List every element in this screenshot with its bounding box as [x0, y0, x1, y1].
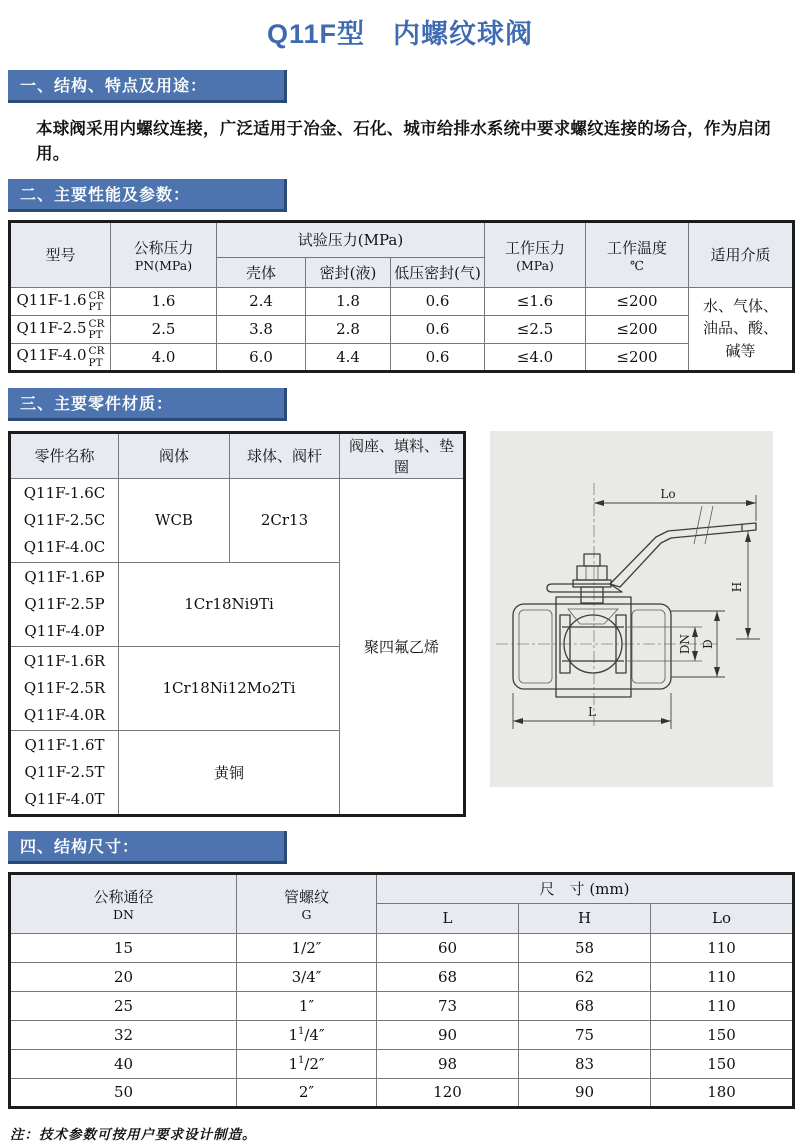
- lo-cell: 180: [651, 1078, 794, 1107]
- ball-material-cell: 2Cr13: [230, 478, 340, 562]
- seal-cell: 1.8: [306, 287, 391, 315]
- h-cell: 90: [519, 1078, 651, 1107]
- model-suffix: CR PT: [88, 317, 105, 341]
- model-list-cell: Q11F-1.6R Q11F-2.5R Q11F-4.0R: [10, 646, 119, 730]
- perf-header-test-pressure: 试验压力(MPa): [217, 221, 485, 257]
- h-cell: 68: [519, 991, 651, 1020]
- l-cell: 90: [377, 1020, 519, 1049]
- thread-cell: 1″: [237, 991, 377, 1020]
- lo-cell: 110: [651, 962, 794, 991]
- lo-cell: 110: [651, 991, 794, 1020]
- material-cell: 1Cr18Ni12Mo2Ti: [119, 646, 340, 730]
- dimension-label-h: H: [730, 581, 744, 592]
- performance-table: [8, 220, 795, 373]
- dn-cell: 40: [10, 1049, 237, 1078]
- h-cell: 58: [519, 933, 651, 962]
- dims-header-size: 尺 寸 (mm): [377, 873, 794, 903]
- dn-cell: 15: [10, 933, 237, 962]
- perf-header-work-temp: 工作温度 ℃: [586, 221, 689, 287]
- shell-cell: 2.4: [217, 287, 306, 315]
- table-row: [10, 962, 794, 991]
- work-pressure-cell: ≤4.0: [485, 343, 586, 371]
- perf-header-work-pressure: 工作压力 (MPa): [485, 221, 586, 287]
- perf-header-seal-gas: 低压密封(气): [391, 257, 485, 287]
- table-row: [10, 315, 794, 343]
- thread-cell: 3/4″: [237, 962, 377, 991]
- h-cell: 62: [519, 962, 651, 991]
- model-suffix: CR PT: [88, 289, 105, 313]
- l-cell: 60: [377, 933, 519, 962]
- thread-cell: 1/2″: [237, 933, 377, 962]
- material-cell: 1Cr18Ni9Ti: [119, 562, 340, 646]
- dims-header-lo: Lo: [651, 903, 794, 933]
- dimension-label-lo: Lo: [660, 486, 676, 501]
- section-heading-2: 二、主要性能及参数：: [8, 179, 287, 212]
- section-heading-4: 四、结构尺寸：: [8, 831, 287, 864]
- lo-cell: 150: [651, 1020, 794, 1049]
- section-heading-1: 一、结构、特点及用途：: [8, 70, 287, 103]
- dimension-label-d: D: [701, 638, 715, 649]
- table-row: [10, 933, 794, 962]
- table-row: [10, 478, 465, 562]
- model-cell: Q11F-2.5 CR PT: [10, 315, 111, 343]
- work-pressure-cell: ≤2.5: [485, 315, 586, 343]
- mat-header-part-name: 零件名称: [10, 432, 119, 478]
- thread-cell: 2″: [237, 1078, 377, 1107]
- l-cell: 98: [377, 1049, 519, 1078]
- table-row: [10, 991, 794, 1020]
- perf-header-media: 适用介质: [689, 221, 794, 287]
- dimension-label-dn: DN: [678, 633, 692, 654]
- model-suffix: CR PT: [88, 345, 105, 369]
- shell-cell: 3.8: [217, 315, 306, 343]
- table-row: [10, 1078, 794, 1107]
- work-temp-cell: ≤200: [586, 315, 689, 343]
- perf-header-model: 型号: [10, 221, 111, 287]
- gas-cell: 0.6: [391, 343, 485, 371]
- lo-cell: 110: [651, 933, 794, 962]
- table-row: [10, 1020, 794, 1049]
- seat-material-cell: 聚四氟乙烯: [340, 478, 465, 815]
- gas-cell: 0.6: [391, 315, 485, 343]
- model-cell: Q11F-1.6 CR PT: [10, 287, 111, 315]
- model-list-cell: Q11F-1.6T Q11F-2.5T Q11F-4.0T: [10, 730, 119, 815]
- lo-cell: 150: [651, 1049, 794, 1078]
- dims-header-thread: 管螺纹 G: [237, 873, 377, 933]
- ball-valve-drawing: [490, 431, 773, 787]
- materials-section: [8, 431, 792, 817]
- table-row: [10, 343, 794, 371]
- h-cell: 75: [519, 1020, 651, 1049]
- thread-cell: $1^1/2''$: [237, 1049, 377, 1078]
- model-cell: Q11F-4.0 CR PT: [10, 343, 111, 371]
- l-cell: 68: [377, 962, 519, 991]
- perf-header-pn: 公称压力 PN(MPa): [111, 221, 217, 287]
- footnote: 注：技术参数可按用户要求设计制造。: [10, 1126, 257, 1143]
- dimensions-table: [8, 872, 795, 1109]
- shell-cell: 6.0: [217, 343, 306, 371]
- work-temp-cell: ≤200: [586, 343, 689, 371]
- dimension-label-l: L: [588, 704, 596, 719]
- material-cell: 黄铜: [119, 730, 340, 815]
- table-row: [10, 287, 794, 315]
- dn-cell: 25: [10, 991, 237, 1020]
- pn-cell: 2.5: [111, 315, 217, 343]
- work-temp-cell: ≤200: [586, 287, 689, 315]
- materials-table: [8, 431, 466, 817]
- mat-header-seat-packing: 阀座、填料、垫圈: [340, 432, 465, 478]
- section-heading-3: 三、主要零件材质：: [8, 388, 287, 421]
- dims-header-dn: 公称通径 DN: [10, 873, 237, 933]
- perf-header-shell: 壳体: [217, 257, 306, 287]
- table-row: [10, 1049, 794, 1078]
- pn-cell: 4.0: [111, 343, 217, 371]
- work-pressure-cell: ≤1.6: [485, 287, 586, 315]
- l-cell: 73: [377, 991, 519, 1020]
- dn-cell: 20: [10, 962, 237, 991]
- dn-cell: 32: [10, 1020, 237, 1049]
- seal-cell: 4.4: [306, 343, 391, 371]
- page-title: Q11F型 内螺纹球阀: [266, 19, 534, 49]
- seal-cell: 2.8: [306, 315, 391, 343]
- dn-cell: 50: [10, 1078, 237, 1107]
- perf-header-seal-liquid: 密封(液): [306, 257, 391, 287]
- h-cell: 83: [519, 1049, 651, 1078]
- model-list-cell: Q11F-1.6C Q11F-2.5C Q11F-4.0C: [10, 478, 119, 562]
- thread-cell: $1^1/4''$: [237, 1020, 377, 1049]
- dims-header-l: L: [377, 903, 519, 933]
- dims-header-h: H: [519, 903, 651, 933]
- intro-paragraph: 本球阀采用内螺纹连接，广泛适用于冶金、石化、城市给排水系统中要求螺纹连接的场合，作为启闭用。: [36, 119, 771, 163]
- media-cell: 水、气体、油品、酸、碱等: [689, 287, 794, 371]
- pn-cell: 1.6: [111, 287, 217, 315]
- model-list-cell: Q11F-1.6P Q11F-2.5P Q11F-4.0P: [10, 562, 119, 646]
- l-cell: 120: [377, 1078, 519, 1107]
- mat-header-ball-stem: 球体、阀杆: [230, 432, 340, 478]
- mat-header-body: 阀体: [119, 432, 230, 478]
- body-material-cell: WCB: [119, 478, 230, 562]
- gas-cell: 0.6: [391, 287, 485, 315]
